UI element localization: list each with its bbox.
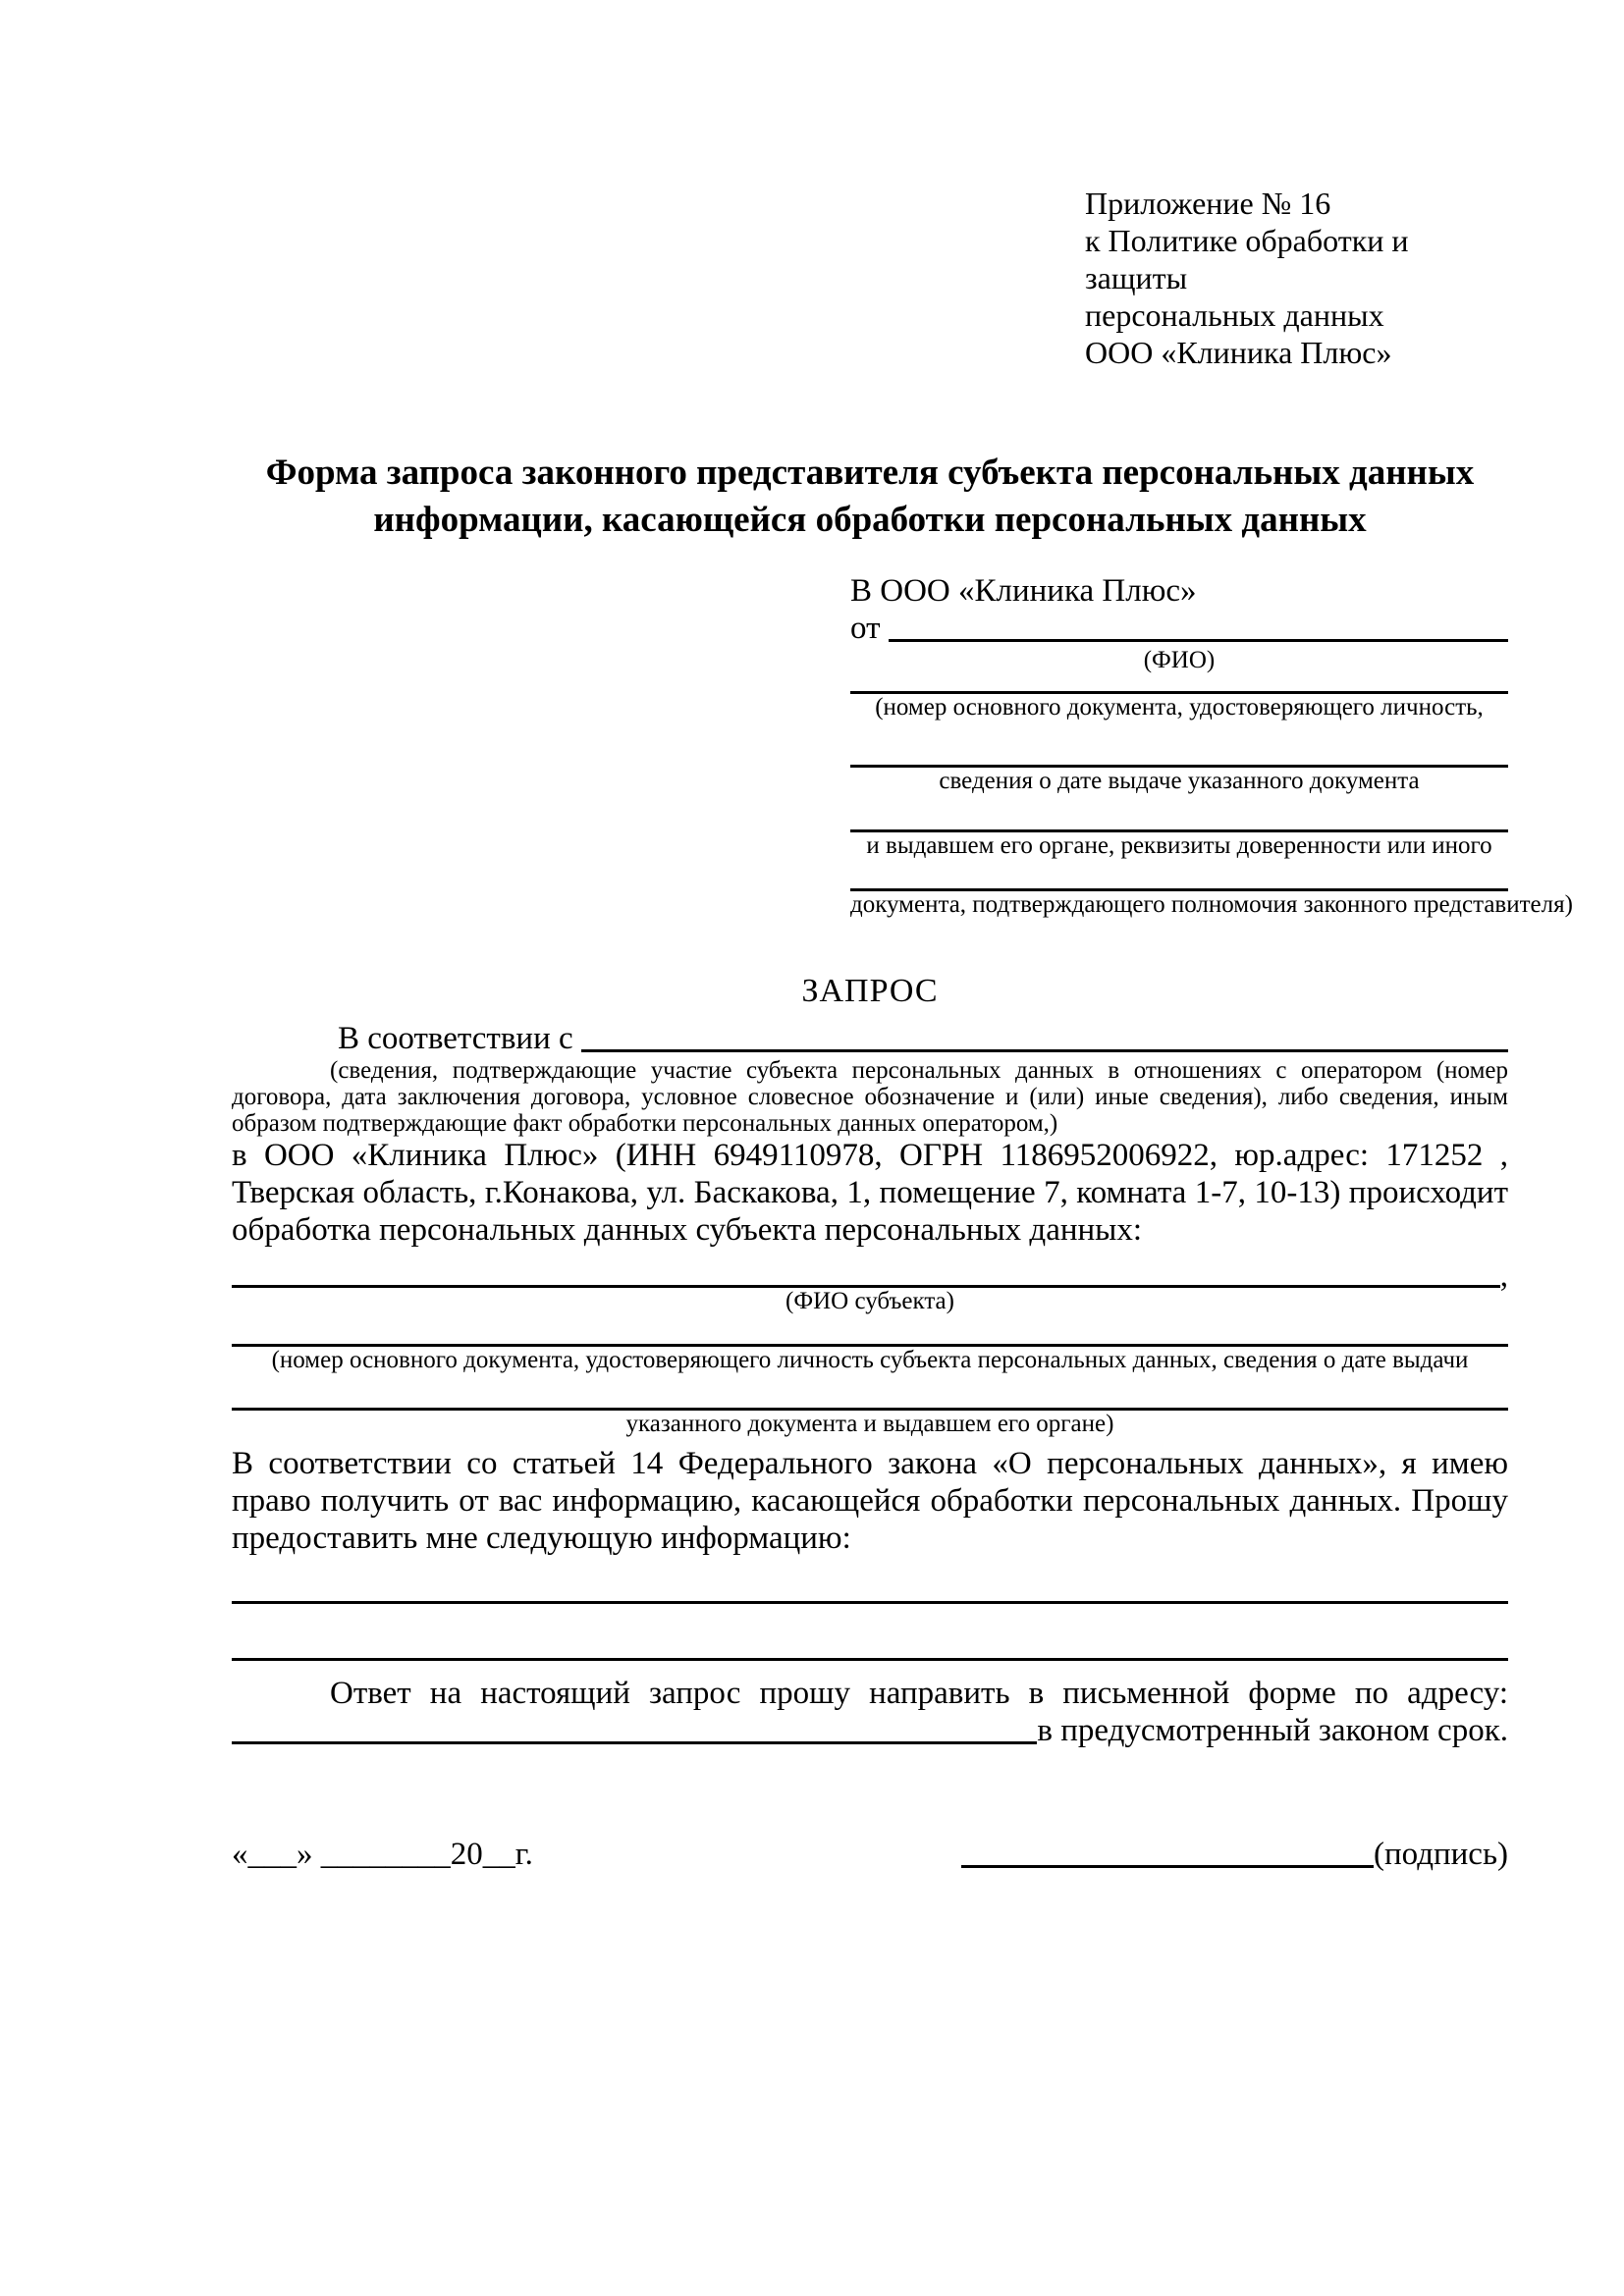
representative-doc-field-line-2 [850, 721, 1508, 768]
subject-fio-caption: (ФИО субъекта) [785, 1288, 954, 1314]
accordance-label: В соответствии с [338, 1021, 573, 1056]
addressee-block [850, 572, 1573, 918]
appendix-policy-line: к Политике обработки и защиты [1085, 223, 1409, 295]
representative-doc-caption-4: документа, подтверждающего полномочия законного представителя) [850, 891, 1573, 918]
signature-field-line [961, 1836, 1374, 1868]
request-heading: ЗАПРОС [801, 973, 939, 1009]
subject-doc-caption-1: (номер основного документа, удостоверяющего личность субъекта персональных данных, сведения о дате выдачи [271, 1347, 1469, 1373]
law-paragraph: В соответствии со статьей 14 Федерального закона «О персональных данных», я имею право получить от вас информацию, касающейся обработки персональных данных. Прошу предоставить мне следующую информацию: [232, 1446, 1508, 1556]
accordance-field-line [581, 1020, 1508, 1052]
appendix-number: Приложение № 16 [1085, 186, 1331, 221]
representative-doc-caption-3: и выдавшем его органе, реквизиты доверенности или иного [866, 832, 1492, 859]
document-title-line2: информации, касающейся обработки персональных данных [373, 500, 1367, 540]
subject-doc-field-line-1 [232, 1314, 1508, 1347]
date-field: «___» ________20__г. [232, 1837, 533, 1872]
document-title [232, 450, 1508, 544]
fio-caption: (ФИО) [1143, 647, 1216, 673]
operator-paragraph: в ООО «Клиника Плюс» (ИНН 6949110978, ОГРН 1186952006922, юр.адрес: 171252 , Тверская область, г.Конакова, ул. Баскакова, 1, помещение 7, комната 1-7, 10-13) происходит обработка персональных данных субъекта персональных данных: [232, 1138, 1508, 1248]
representative-doc-field-line-1 [850, 673, 1508, 694]
signature-caption: (подпись) [1374, 1837, 1508, 1872]
from-field [850, 610, 1508, 647]
subject-fio-field [232, 1258, 1508, 1294]
representative-doc-caption-1: (номер основного документа, удостоверяющего личность, [875, 694, 1484, 721]
info-field-line-2 [232, 1604, 1508, 1661]
reply-address-field [232, 1712, 1508, 1749]
reply-paragraph: Ответ на настоящий запрос прошу направить в письменной форме по адресу: [330, 1676, 1508, 1711]
addressee-organization: В ООО «Клиника Плюс» [850, 573, 1197, 609]
info-field-line-1 [232, 1557, 1508, 1604]
representative-doc-caption-2: сведения о дате выдаче указанного документа [939, 768, 1420, 794]
accordance-caption: (сведения, подтверждающие участие субъекта персональных данных в отношениях с оператором (номер договора, дата заключения договора, условное словесное обозначение и (или) иные сведения), либо сведения, иным образом подтверждающие факт обработки персональных данных оператором,) [232, 1057, 1508, 1137]
appendix-policy-line2: персональных данных [1085, 297, 1384, 333]
from-field-line [889, 610, 1509, 642]
document-title-line1: Форма запроса законного представителя субъекта персональных данных [265, 453, 1475, 493]
from-label: от [850, 611, 881, 646]
signature-row [232, 1836, 1508, 1873]
subject-doc-caption-2: указанного документа и выдавшем его органе) [625, 1411, 1114, 1437]
subject-doc-field-line-2 [232, 1373, 1508, 1411]
comma-after-line: , [1499, 1258, 1508, 1294]
appendix-organization: ООО «Клиника Плюс» [1085, 335, 1392, 370]
accordance-field [232, 1020, 1508, 1057]
signature-group [961, 1836, 1508, 1873]
appendix-header [1085, 185, 1508, 371]
reply-tail-text: в предусмотренный законом срок. [1037, 1713, 1508, 1748]
representative-doc-field-line-3 [850, 794, 1508, 832]
reply-address-field-line [232, 1712, 1037, 1744]
representative-doc-field-line-4 [850, 859, 1508, 891]
